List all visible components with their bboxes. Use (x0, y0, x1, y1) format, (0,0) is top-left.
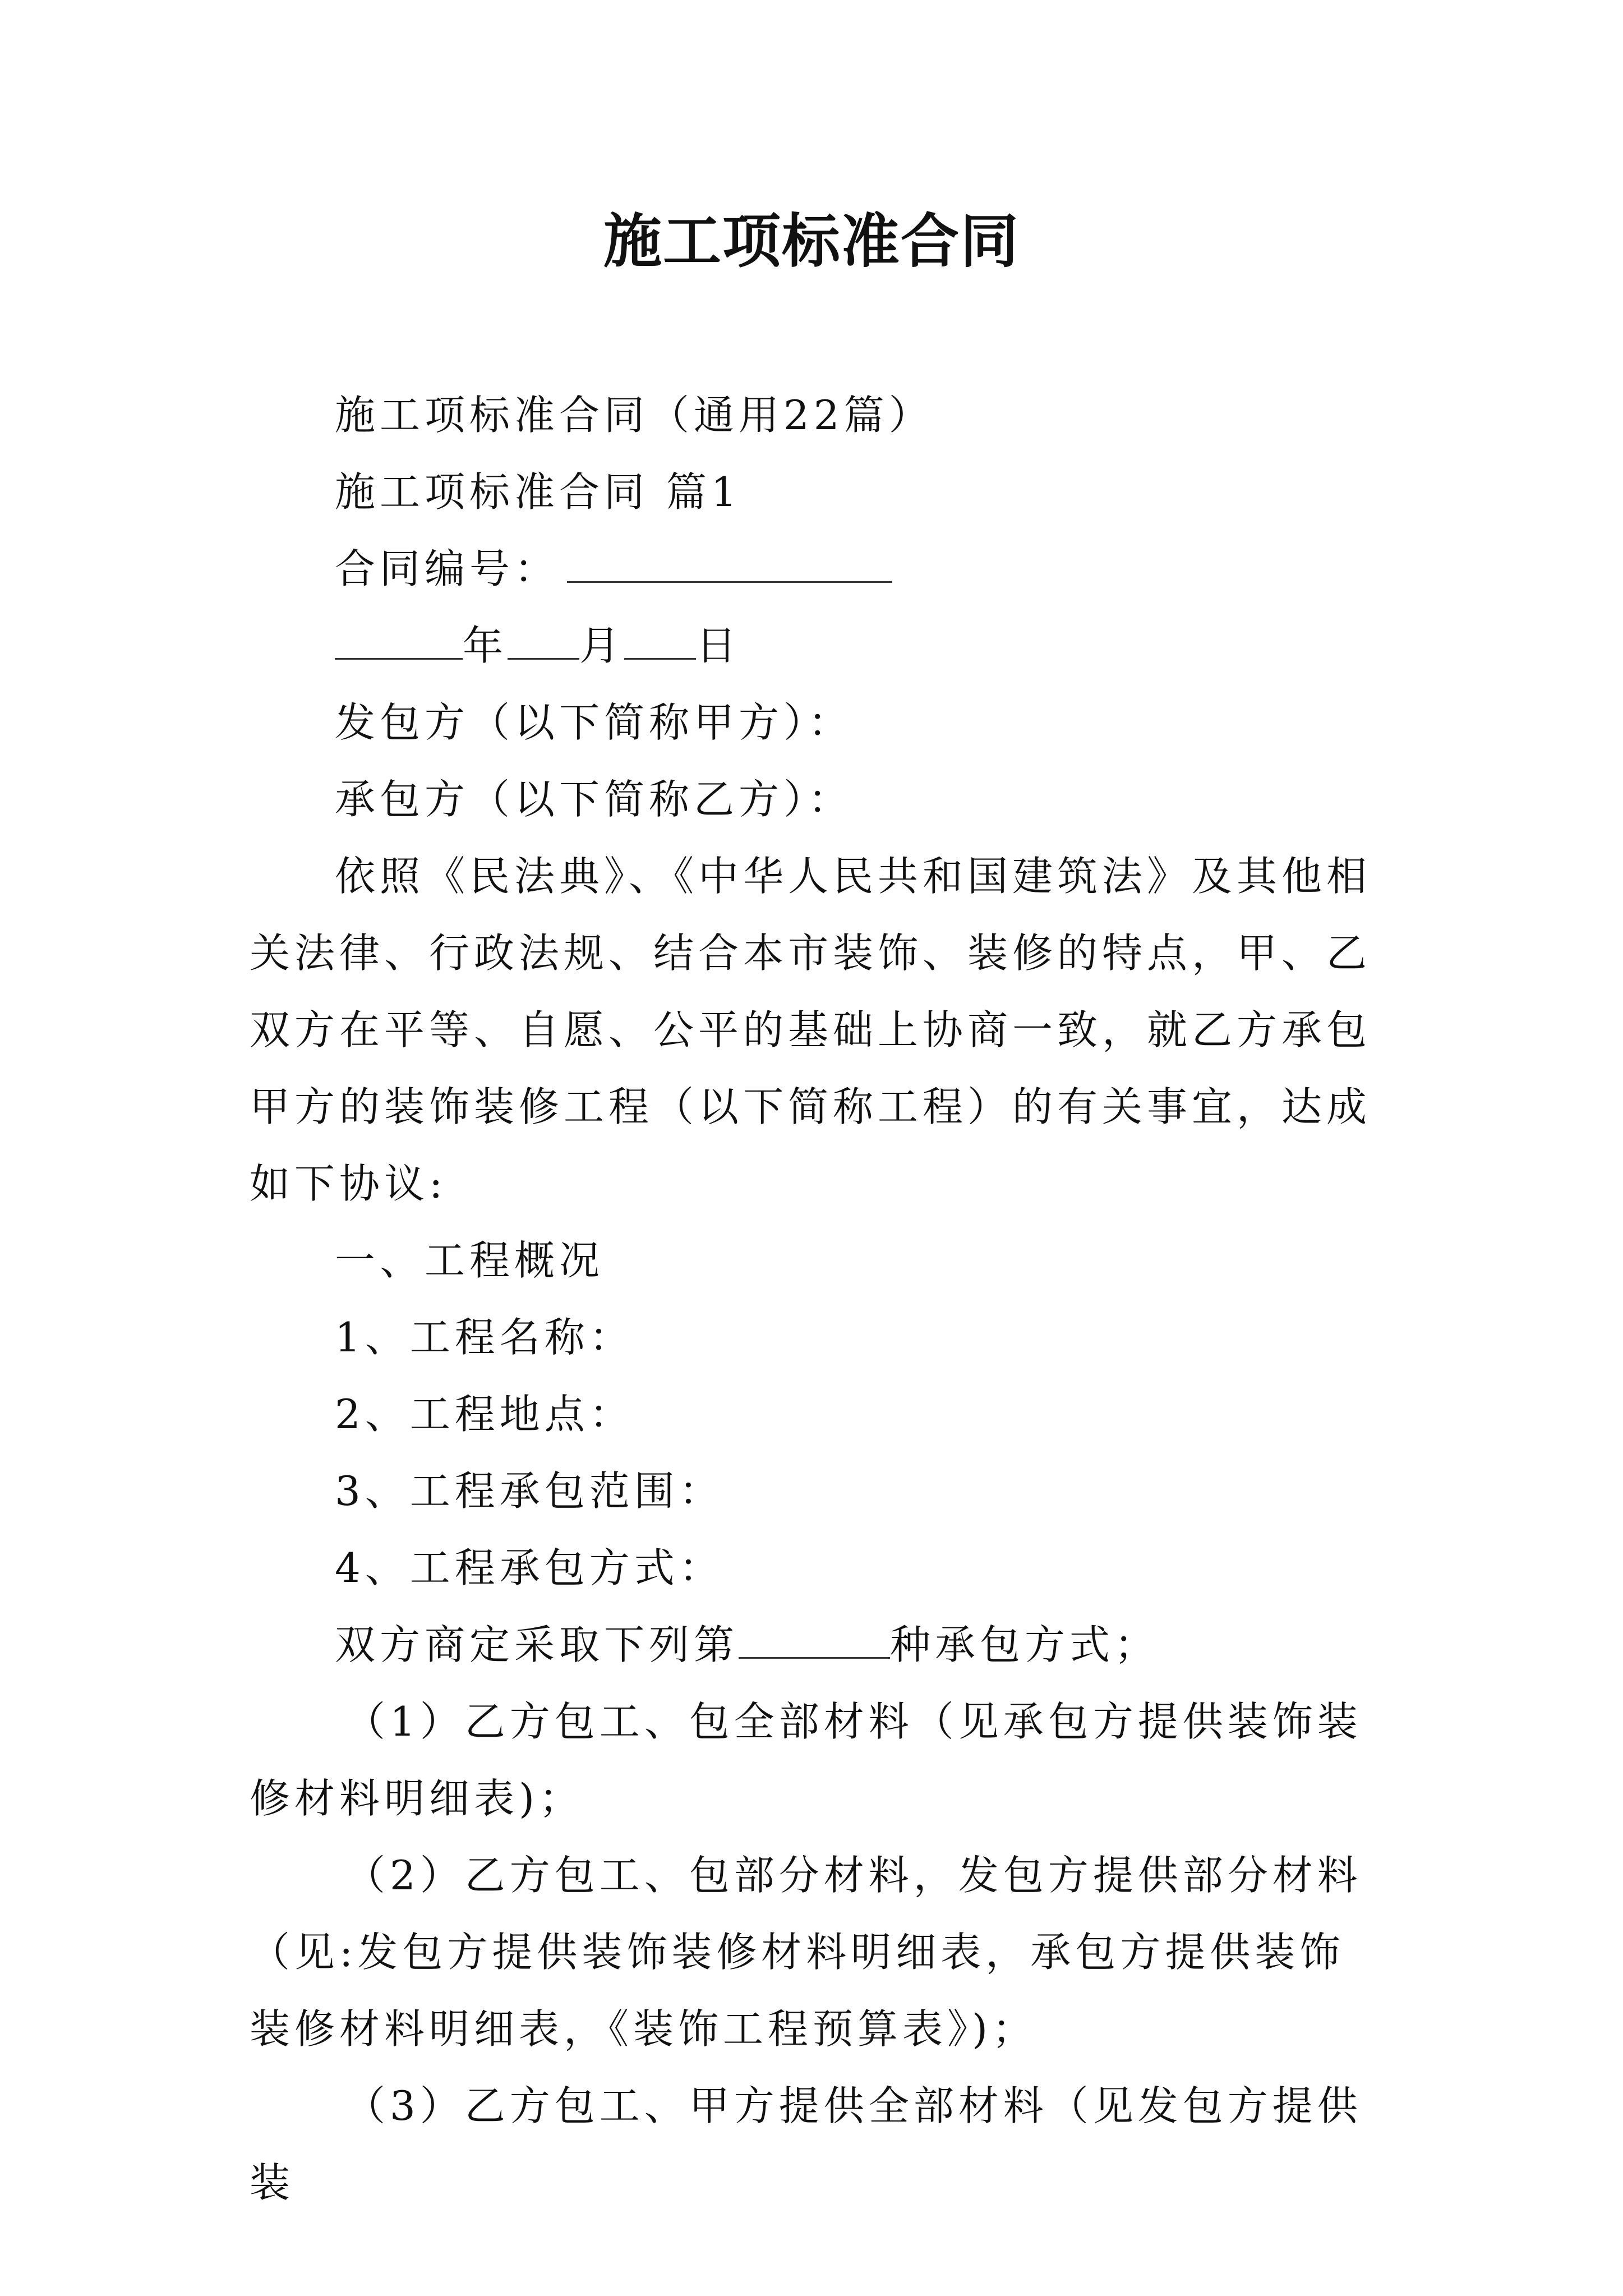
item-contract-method: 4、工程承包方式： (335, 1544, 724, 1591)
month-blank[interactable] (508, 610, 579, 660)
contract-number-blank[interactable] (567, 533, 892, 583)
item-contract-scope: 3、工程承包范围： (335, 1467, 724, 1515)
choice-suffix: 种承包方式； (890, 1621, 1160, 1668)
day-blank[interactable] (624, 610, 696, 660)
subtitle-line: 施工项标准合同（通用22篇） (335, 392, 934, 439)
item-project-location: 2、工程地点： (335, 1391, 634, 1438)
year-label: 年 (463, 622, 508, 669)
intro-paragraph: 依照《民法典》、《中华人民共和国建筑法》及其他相关法律、行政法规、结合本市装饰、装修的特点，甲、乙双方在平等、自愿、公平的基础上协商一致，就乙方承包甲方的装饰装修工程（以下简称工程）的有关事宜，达成如下协议: (250, 853, 1372, 1207)
chapter-heading: 施工项标准合同 篇1 (335, 468, 741, 516)
choice-line (250, 1607, 1382, 1683)
document-body (250, 377, 1382, 2221)
party-a-line: 发包方（以下简称甲方）： (335, 699, 854, 746)
contract-number-label: 合同编号： (335, 545, 560, 592)
year-blank[interactable] (335, 610, 463, 660)
party-b-line: 承包方（以下简称乙方）： (335, 776, 854, 823)
date-line (250, 608, 1382, 684)
document-title: 施工项标准合同 (603, 206, 1020, 275)
option-1-paragraph: （1）乙方包工、包全部材料（见承包方提供装饰装修材料明细表)； (250, 1698, 1362, 1822)
item-project-name: 1、工程名称： (335, 1314, 634, 1361)
day-label: 日 (696, 622, 741, 669)
choice-blank[interactable] (739, 1609, 890, 1659)
option-2-paragraph: （2）乙方包工、包部分材料，发包方提供部分材料（见:发包方提供装饰装修材料明细表，承包方提供装饰装修材料明细表，《装饰工程预算表》)； (250, 1852, 1362, 2053)
section-heading: 一、工程概况 (335, 1237, 605, 1284)
choice-prefix: 双方商定采取下列第 (335, 1621, 739, 1668)
month-label: 月 (579, 622, 625, 669)
option-3-paragraph: （3）乙方包工、甲方提供全部材料（见发包方提供装 (250, 2082, 1362, 2206)
contract-number-line (250, 531, 1382, 608)
